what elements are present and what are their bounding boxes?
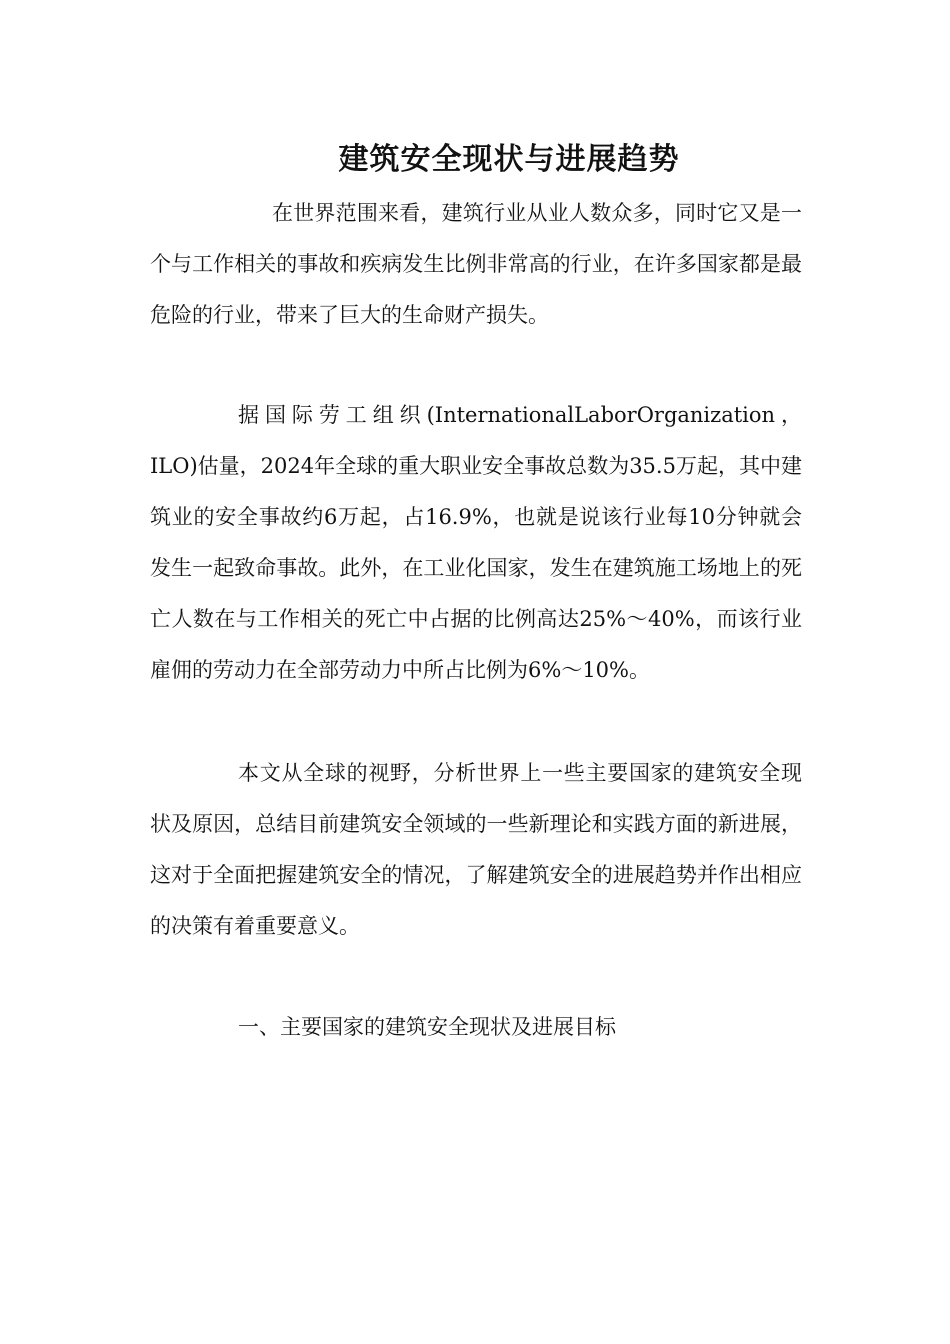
paragraph-purpose: 本文从全球的视野，分析世界上一些主要国家的建筑安全现状及原因，总结目前建筑安全领域的一些新理论和实践方面的新进展，这对于全面把握建筑安全的情况，了解建筑安全的进展趋势并作出相应的决策有着重要意义。 <box>150 761 802 938</box>
paragraph-intro: 在世界范围来看，建筑行业从业人数众多，同时它又是一个与工作相关的事故和疾病发生比例非常高的行业，在许多国家都是最危险的行业，带来了巨大的生命财产损失。 <box>150 201 802 327</box>
paragraph-ilo-statistics: 据国际劳工组织(InternationalLaborOrganization，ILO)估量，2024年全球的重大职业安全事故总数为35.5万起，其中建筑业的安全事故约6万起，占16.9%，也就是说该行业每10分钟就会发生一起致命事故。此外，在工业化国家，发生在建筑施工场地上的死亡人数在与工作相关的死亡中占据的比例高达25%～40%，而该行业雇佣的劳动力在全部劳动力中所占比例为6%～10%。 <box>150 403 802 682</box>
document-title: 建筑安全现状与进展趋势 <box>338 142 680 178</box>
section-heading: 一、主要国家的建筑安全现状及进展目标 <box>238 1015 616 1039</box>
